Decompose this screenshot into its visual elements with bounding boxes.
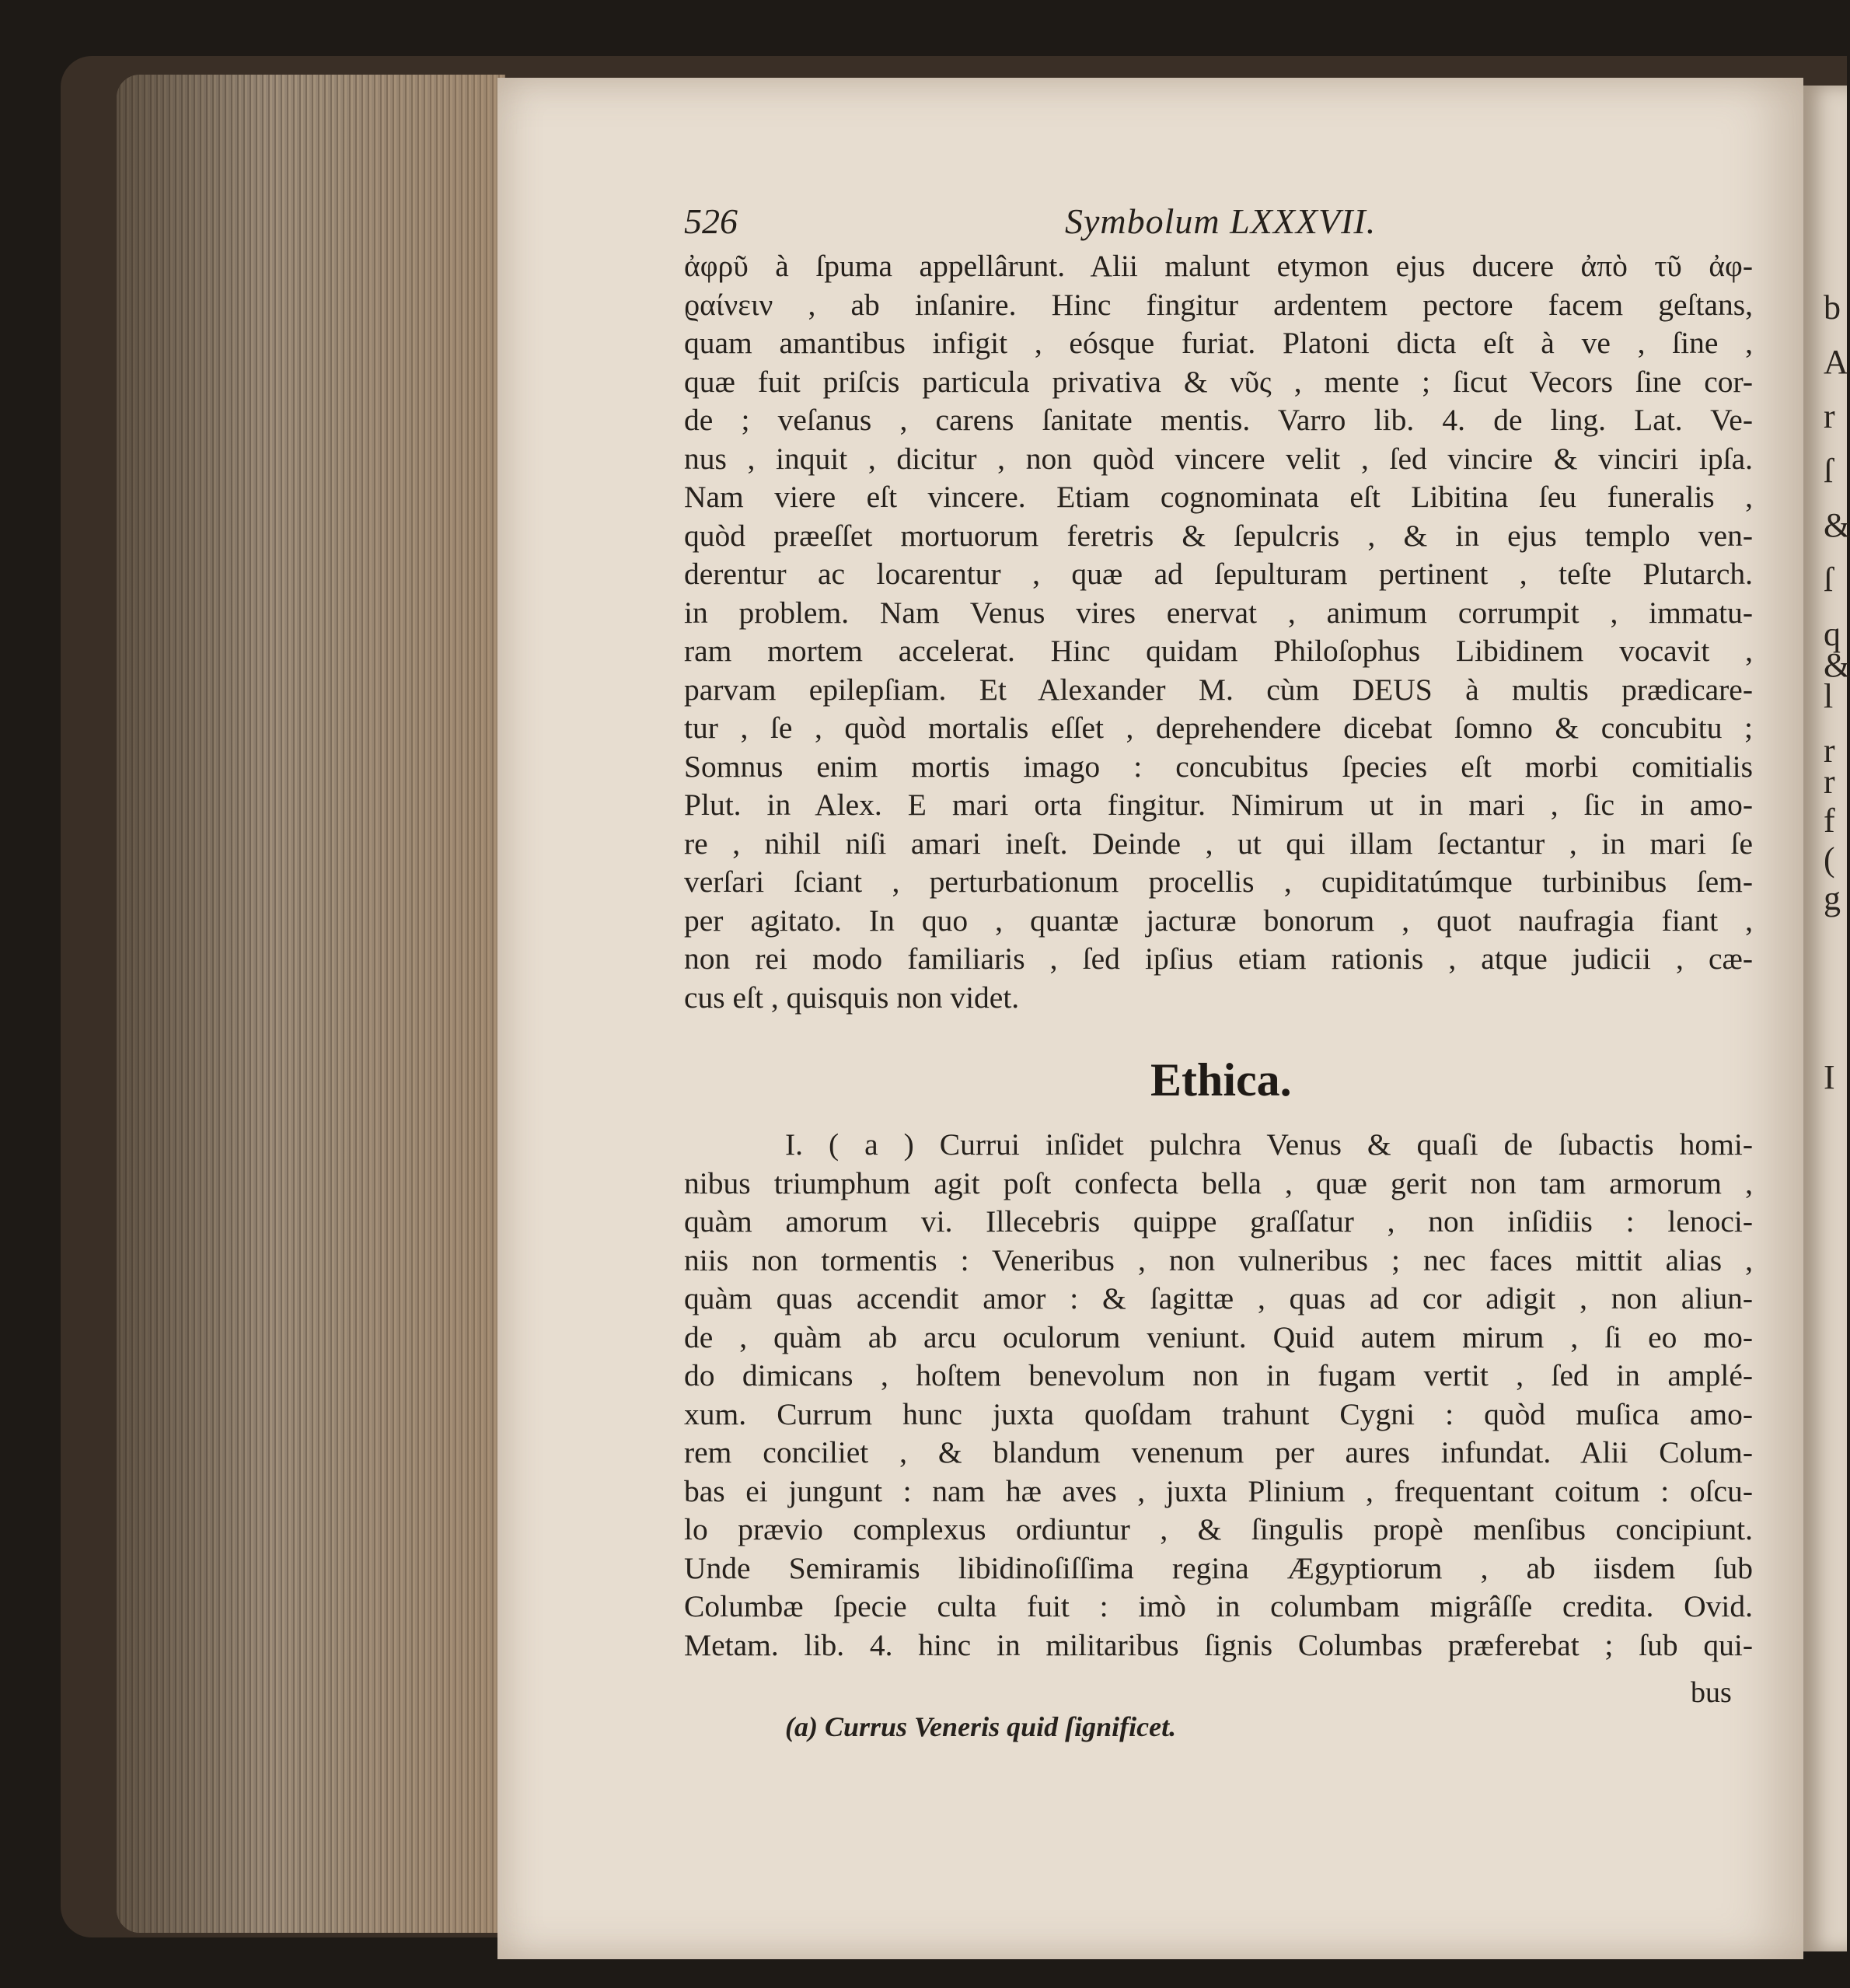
- text-line: ram mortem accelerat. Hinc quidam Philoſophus Libidinem vocavit ,: [684, 634, 1753, 668]
- text-line: niis non tormentis : Veneribus , non vulneribus ; nec faces mittit alias ,: [684, 1242, 1753, 1277]
- text-line: verſari ſciant , perturbationum procellis , cupiditatúmque turbinibus ſem-: [684, 865, 1753, 899]
- facing-page-fragment: f: [1824, 802, 1835, 840]
- text-line: in problem. Nam Venus vires enervat , animum corrumpit , immatu-: [684, 595, 1753, 630]
- facing-page-fragment: g: [1824, 879, 1841, 917]
- text-line: quæ fuit priſcis particula privativa & νῦς , mente ; ſicut Vecors ſine cor-: [684, 364, 1753, 399]
- facing-page-fragment: b: [1824, 288, 1841, 327]
- text-line: Columbæ ſpecie culta fuit : imò in columbam migrâſſe credita. Ovid.: [684, 1589, 1753, 1623]
- facing-page-fragment: &: [1824, 506, 1850, 544]
- text-line: de ; veſanus , carens ſanitate mentis. Varro lib. 4. de ling. Lat. Ve-: [684, 403, 1753, 437]
- text-line: parvam epilepſiam. Et Alexander M. cùm DEUS à multis prædicare-: [684, 672, 1753, 707]
- facing-page-fragment: q: [1824, 615, 1841, 653]
- facing-page-fragment: r: [1824, 397, 1835, 435]
- text-line: do dimicans , hoſtem benevolum non in fugam vertit , ſed in amplé-: [684, 1358, 1753, 1392]
- text-line: quam amantibus infigit , eósque furiat. Platoni dicta eſt à ve , ſine ,: [684, 326, 1753, 360]
- text-line: per agitato. In quo , quantæ jacturæ bonorum , quot naufragia fiant ,: [684, 903, 1753, 938]
- section-heading: Ethica.: [1150, 1054, 1292, 1106]
- text-line: Nam viere eſt vincere. Etiam cognominata eſt Libitina ſeu funeralis ,: [684, 480, 1753, 514]
- text-line: Metam. lib. 4. hinc in militaribus ſignis Columbas præferebat ; ſub qui-: [684, 1627, 1753, 1662]
- facing-page-fragment: A: [1824, 343, 1848, 381]
- text-line: tur , ſe , quòd mortalis eſſet , deprehendere dicebat ſomno & concubitu ;: [684, 711, 1753, 745]
- footnote: (a) Currus Veneris quid ſignificet.: [785, 1711, 1177, 1742]
- section-text: [684, 1126, 1753, 1665]
- facing-page-fragment: ſ: [1824, 452, 1834, 490]
- running-head: [684, 201, 1446, 247]
- facing-page-fragment: r: [1824, 763, 1835, 801]
- catchword: bus: [1691, 1676, 1732, 1709]
- text-line: Unde Semiramis libidinoſiſſima regina Ægyptiorum , ab iisdem ſub: [684, 1550, 1753, 1585]
- page-edges-shade: [117, 75, 505, 1933]
- facing-page-fragment: &: [1824, 646, 1850, 684]
- text-line: rem conciliet , & blandum venenum per aures infundat. Alii Colum-: [684, 1435, 1753, 1469]
- text-line: ϱαίνειν , ab inſanire. Hinc fingitur ardentem pectore facem geſtans,: [684, 287, 1753, 322]
- facing-page-fragment: I: [1824, 1058, 1835, 1096]
- running-title: Symbolum LXXXVII.: [1065, 201, 1377, 241]
- text-line: quàm amorum vi. Illecebris quippe graſſatur , non inſidiis : lenoci-: [684, 1204, 1753, 1239]
- text-line: Somnus enim mortis imago : concubitus ſpecies eſt morbi comitialis: [684, 749, 1753, 784]
- facing-page-fragment: (: [1824, 840, 1835, 879]
- page-number: 526: [684, 201, 738, 241]
- text-line: de , quàm ab arcu oculorum veniunt. Quid autem mirum , ſi eo mo-: [684, 1319, 1753, 1354]
- text-line: nibus triumphum agit poſt confecta bella , quæ gerit non tam armorum ,: [684, 1165, 1753, 1200]
- text-line: non rei modo familiaris , ſed ipſius etiam rationis , atque judicii , cæ-: [684, 942, 1753, 976]
- text-line: xum. Currum hunc juxta quoſdam trahunt Cygni : quòd muſica amo-: [684, 1396, 1753, 1431]
- facing-page: [1803, 86, 1850, 1951]
- text-line: cus eſt , quisquis non videt.: [684, 980, 1020, 1015]
- facing-page-fragment: ſ: [1824, 561, 1834, 599]
- text-line: bas ei jungunt : nam hæ aves , juxta Plinium , frequentant coitum : oſcu-: [684, 1473, 1753, 1508]
- text-line: re , nihil niſi amari ineſt. Deinde , ut qui illam ſectantur , in mari ſe: [684, 826, 1753, 861]
- text-line: quàm quas accendit amor : & ſagittæ , quas ad cor adigit , non aliun-: [684, 1281, 1753, 1315]
- text-line: derentur ac locarentur , quæ ad ſepulturam pertinent , teſte Plutarch.: [684, 557, 1753, 591]
- text-line: quòd præeſſet mortuorum feretris & ſepulcris , & in ejus templo ven-: [684, 518, 1753, 553]
- text-line: I. ( a ) Currui inſidet pulchra Venus & quaſi de ſubactis homi-: [785, 1127, 1753, 1162]
- text-line: nus , inquit , dicitur , non quòd vincere velit , ſed vincire & vinciri ipſa.: [684, 441, 1753, 476]
- text-line: lo prævio complexus ordiuntur , & ſingulis propè menſibus concipiunt.: [684, 1512, 1753, 1546]
- body-text: [684, 247, 1753, 1017]
- facing-page-fragment: r: [1824, 732, 1835, 770]
- text-line: Plut. in Alex. E mari orta fingitur. Nimirum ut in mari , ſic in amo-: [684, 788, 1753, 822]
- facing-page-fragment: l: [1824, 677, 1834, 715]
- text-line: ἀφρῦ à ſpuma appellârunt. Alii malunt etymon ejus ducere ἀπὸ τῦ ἀφ-: [684, 249, 1753, 283]
